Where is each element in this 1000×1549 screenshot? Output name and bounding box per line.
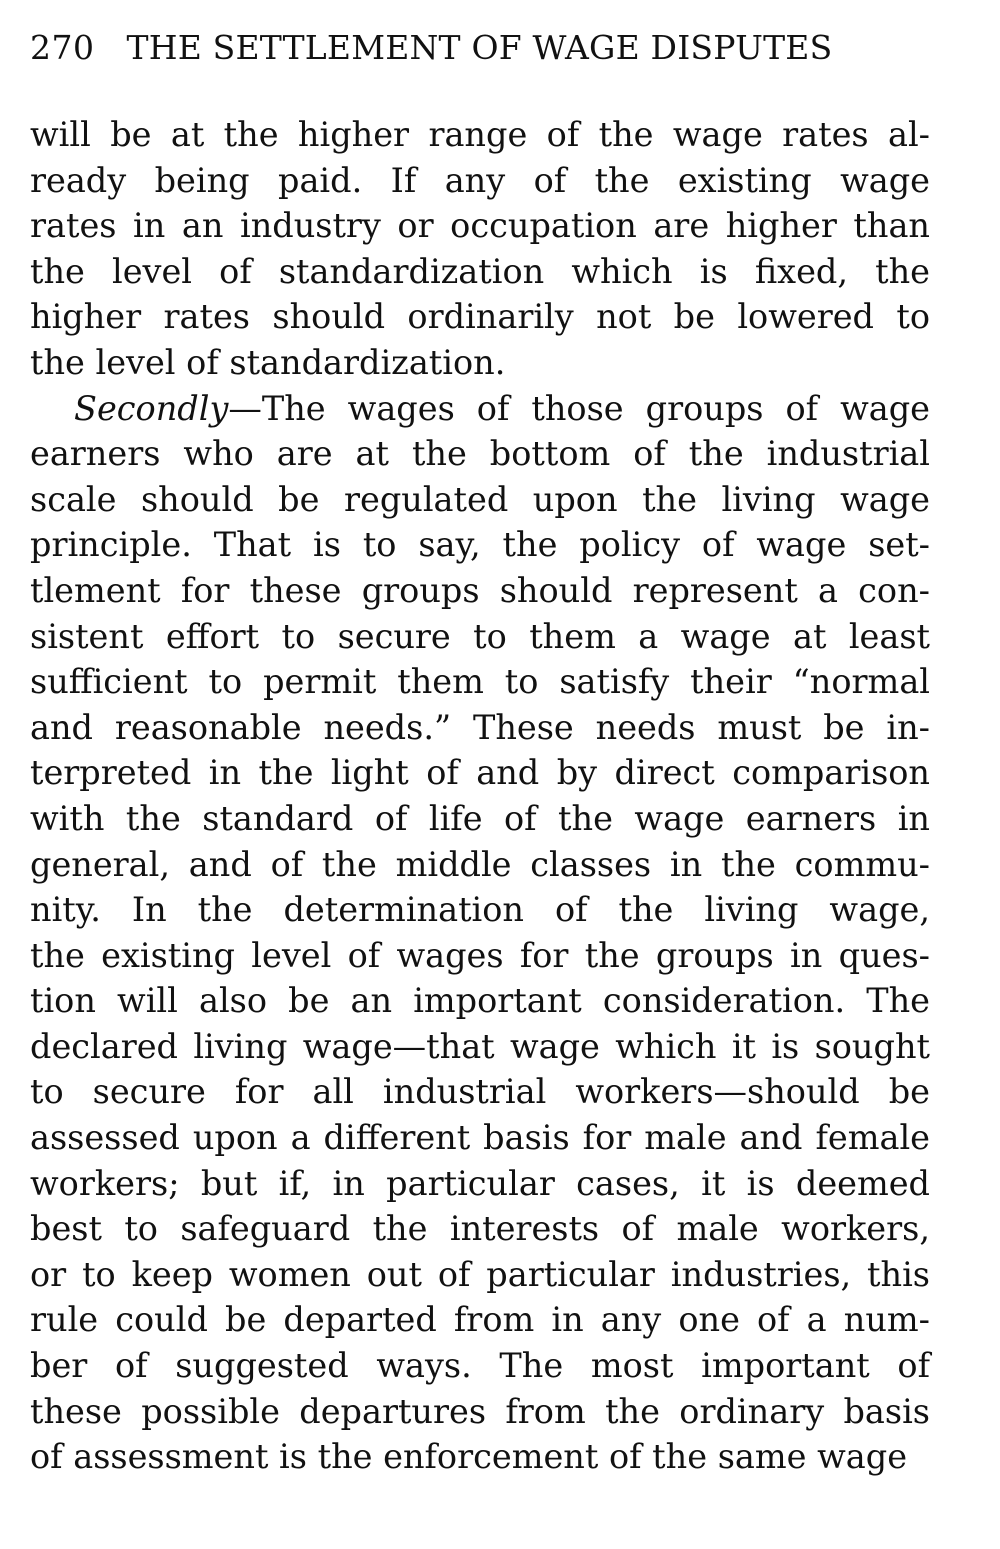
text-line: will be at the higher range of the wage rates al- — [30, 115, 930, 154]
text-line: rates in an industry or occupation are higher than — [30, 206, 930, 246]
text-line: general, and of the middle classes in the commu- — [30, 844, 930, 884]
text-line: earners who are at the bottom of the industrial — [30, 434, 930, 474]
text-line: to secure for all industrial workers—should be — [30, 1072, 930, 1112]
text-line: tion will also be an important consideration. The — [30, 981, 930, 1021]
text-line: of assessment is the enforcement of the same wage — [30, 1437, 908, 1477]
text-line: principle. That is to say, the policy of wage set- — [30, 525, 930, 565]
text-line: the level of standardization which is fixed, the — [30, 251, 930, 291]
text-line: with the standard of life of the wage earners in — [30, 798, 930, 838]
text-line: best to safeguard the interests of male workers, — [30, 1209, 930, 1249]
running-title: THE SETTLEMENT OF WAGE DISPUTES — [126, 28, 833, 67]
text-line: higher rates should ordinarily not be lowered to — [30, 297, 930, 337]
text-line: nity. In the determination of the living wage, — [30, 890, 930, 930]
text-line: ber of suggested ways. The most important of — [30, 1346, 930, 1386]
emphasis-secondly: Secondly — [74, 388, 229, 428]
text-line: workers; but if, in particular cases, it is deemed — [30, 1163, 930, 1203]
text-line: sufficient to permit them to satisfy their “normal — [30, 662, 930, 702]
text-line: these possible departures from the ordinary basis — [30, 1391, 930, 1431]
paragraph-start — [30, 386, 930, 432]
text-line: and reasonable needs.” These needs must be in- — [30, 707, 930, 747]
body-text — [30, 112, 930, 1480]
page-number: 270 — [30, 28, 95, 67]
text-line: terpreted in the light of and by direct comparison — [30, 753, 930, 793]
text-line: ready being paid. If any of the existing wage — [30, 160, 930, 200]
text-line: or to keep women out of particular industries, this — [30, 1254, 930, 1294]
text-line: tlement for these groups should represent a con- — [30, 570, 930, 610]
text-line-rest: —The wages of those groups of wage — [228, 388, 930, 428]
text-line: rule could be departed from in any one of a num- — [30, 1300, 930, 1340]
running-head — [30, 28, 930, 80]
text-line: the existing level of wages for the groups in ques- — [30, 935, 930, 975]
book-page — [30, 28, 930, 1477]
text-line: assessed upon a different basis for male and female — [30, 1118, 930, 1158]
text-line: declared living wage—that wage which it is sought — [30, 1026, 930, 1066]
text-line: scale should be regulated upon the living wage — [30, 479, 930, 519]
text-line: sistent effort to secure to them a wage at least — [30, 616, 930, 656]
text-line: the level of standardization. — [30, 342, 506, 382]
